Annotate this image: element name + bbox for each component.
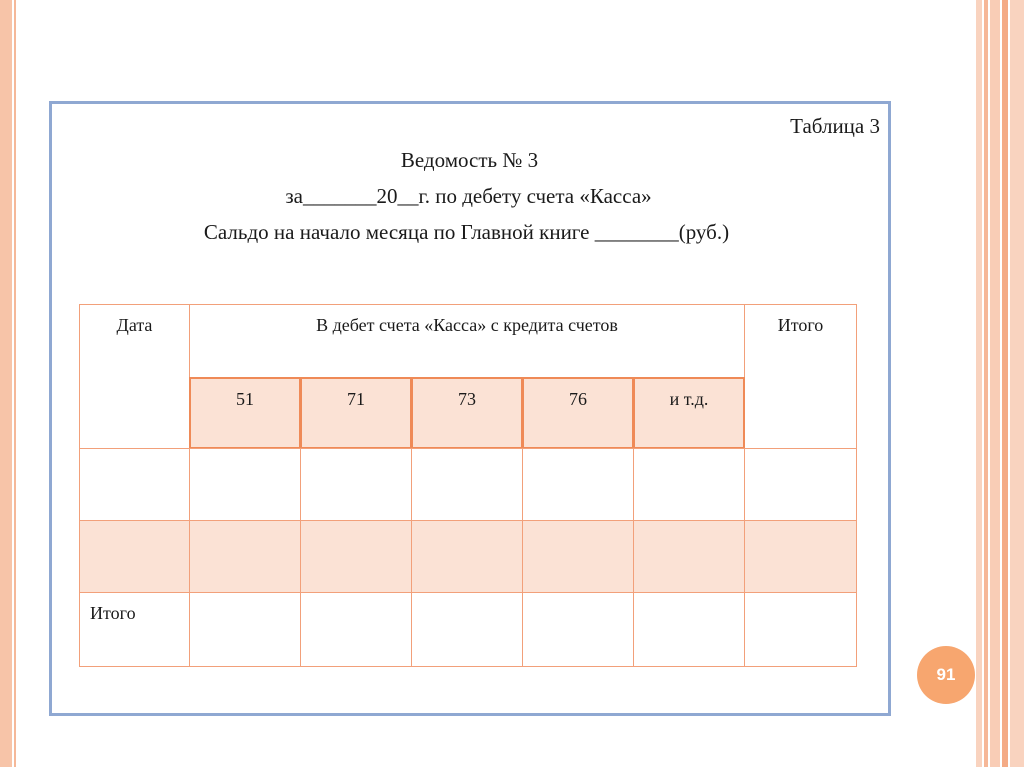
table-cell <box>411 448 523 521</box>
left-decor-bar <box>0 0 12 767</box>
table-cell <box>411 520 523 593</box>
balance-line: Сальдо на начало месяца по Главной книге ________(руб.) <box>203 220 730 244</box>
account-cell: 76 <box>522 377 634 449</box>
table-cell <box>633 592 745 667</box>
table-cell <box>522 592 634 667</box>
account-cell: и т.д. <box>633 377 745 449</box>
account-cell: 71 <box>300 377 412 449</box>
table-cell <box>300 592 412 667</box>
statement-table <box>79 304 857 667</box>
table-cell <box>189 448 301 521</box>
page-number-badge: 91 <box>917 646 975 704</box>
account-cell: 73 <box>411 377 523 449</box>
left-decor-line <box>14 0 16 767</box>
table-cell <box>744 520 857 593</box>
table-cell <box>411 592 523 667</box>
table-cell <box>189 592 301 667</box>
content-frame <box>49 101 891 716</box>
document-subtitle: за_______20__г. по дебету счета «Касса» <box>285 184 652 208</box>
document-title: Ведомость № 3 <box>400 148 539 172</box>
table-cell <box>300 520 412 593</box>
table-cell <box>633 520 745 593</box>
table-cell <box>300 448 412 521</box>
table-cell <box>79 520 190 593</box>
table-cell <box>744 592 857 667</box>
account-cell: 51 <box>189 377 301 449</box>
header-debit: В дебет счета «Касса» с кредита счетов <box>189 304 745 379</box>
header-total: Итого <box>744 304 857 449</box>
table-cell <box>522 520 634 593</box>
header-date: Дата <box>79 304 190 449</box>
table-cell <box>744 448 857 521</box>
table-cell <box>79 448 190 521</box>
table-cell <box>189 520 301 593</box>
total-row-label: Итого <box>79 592 190 667</box>
right-decor-stripes <box>976 0 1024 767</box>
table-cell <box>522 448 634 521</box>
table-label: Таблица 3 <box>790 114 880 138</box>
table-cell <box>633 448 745 521</box>
